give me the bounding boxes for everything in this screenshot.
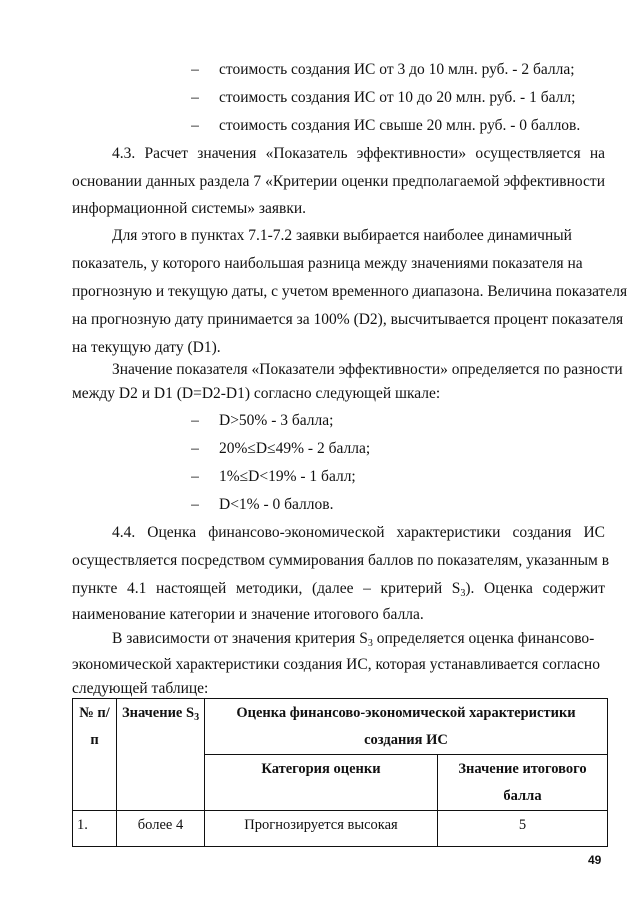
para-dynamic-line: Для этого в пунктах 7.1-7.2 заявки выбирается наиболее динамичный (112, 227, 572, 244)
para-depend-line (112, 630, 594, 649)
scale-item-2: 20%≤D≤49% - 2 балла; (219, 440, 371, 457)
cell-category: Прогнозируется высокая (205, 811, 438, 847)
header-value-text: Значение S (121, 705, 195, 721)
list-dash: – (191, 117, 199, 134)
para-scale-line: Значение показателя «Показатели эффективности» определяется по разности (112, 361, 623, 378)
header-category: Категория оценки (205, 755, 438, 811)
cell-score: 5 (438, 811, 608, 847)
para-depend-text: определяется оценка финансово- (372, 630, 595, 647)
para-dynamic-line: прогнозную и текущую даты, с учетом временного диапазона. Величина показателя (72, 283, 628, 300)
cell-number: 1. (73, 811, 117, 847)
header-group: Оценка финансово-экономической характеристики создания ИС (205, 699, 608, 755)
para-depend-text: В зависимости от значения критерия S (112, 630, 368, 647)
subscript: 3 (367, 638, 373, 649)
para-4-4-line (72, 580, 605, 599)
para-depend-line: экономической характеристики создания ИС, которая устанавливается согласно (72, 656, 600, 673)
para-depend-line: следующей таблице: (72, 680, 209, 697)
list-dash: – (191, 412, 199, 429)
para-4-4-text: ). Оценка содержит (465, 580, 605, 597)
para-4-4-text: пункте 4.1 настоящей методики, (далее – критерий S (72, 580, 461, 597)
para-4-4-line: осуществляется посредством суммирования баллов по показателям, указанным в (72, 552, 610, 569)
score-table (72, 698, 608, 847)
list-dash: – (191, 440, 199, 457)
list-dash: – (191, 496, 199, 513)
list-dash: – (191, 61, 199, 78)
list-item-cost-10-20: стоимость создания ИС от 10 до 20 млн. руб. - 1 балл; (219, 89, 576, 106)
para-4-3-line: основании данных раздела 7 «Критерии оценки предполагаемой эффективности (72, 173, 605, 190)
header-value (117, 699, 205, 811)
list-item-cost-over-20: стоимость создания ИС свыше 20 млн. руб. - 0 баллов. (219, 117, 581, 134)
subscript: 3 (194, 712, 200, 723)
list-dash: – (191, 89, 199, 106)
para-dynamic-line: на прогнозную дату принимается за 100% (D2), высчитывается процент показателя (72, 311, 624, 328)
para-4-3-line: 4.3. Расчет значения «Показатель эффективности» осуществляется на (112, 145, 605, 162)
subscript: 3 (460, 588, 466, 599)
para-4-4-line: наименование категории и значение итогового балла. (72, 606, 424, 623)
para-scale-line: между D2 и D1 (D=D2-D1) согласно следующей шкале: (72, 385, 441, 402)
scale-item-3: D>50% - 3 балла; (219, 412, 334, 429)
scale-item-0: D<1% - 0 баллов. (219, 496, 334, 513)
page-number: 49 (588, 853, 602, 867)
cell-value: более 4 (117, 811, 205, 847)
header-score: Значение итогового балла (438, 755, 608, 811)
table-row (73, 811, 608, 847)
para-dynamic-line: показатель, у которого наибольшая разница между значениями показателя на (72, 255, 583, 272)
list-dash: – (191, 468, 199, 485)
header-number: № п/п (73, 699, 117, 811)
para-4-3-line: информационной системы» заявки. (72, 200, 307, 217)
list-item-cost-3-10: стоимость создания ИС от 3 до 10 млн. руб. - 2 балла; (219, 61, 575, 78)
para-dynamic-line: на текущую дату (D1). (72, 339, 221, 356)
para-4-4-line: 4.4. Оценка финансово-экономической характеристики создания ИС (112, 524, 605, 541)
scale-item-1: 1%≤D<19% - 1 балл; (219, 468, 356, 485)
